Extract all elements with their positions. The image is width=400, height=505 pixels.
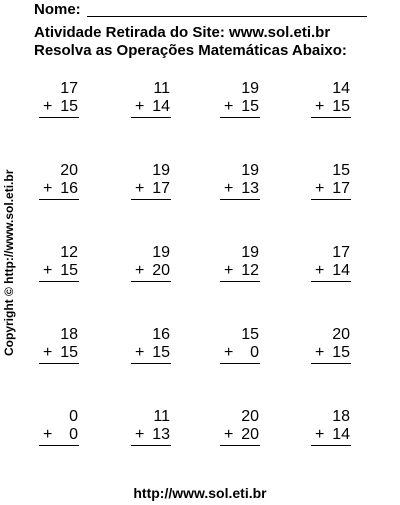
sum-line <box>311 363 351 364</box>
plus-operator: + <box>224 98 234 115</box>
plus-operator: + <box>43 426 53 443</box>
addend-top: 20 <box>332 326 350 343</box>
addition-problem <box>280 80 350 120</box>
plus-operator: + <box>135 262 145 279</box>
addition-problem <box>100 162 170 202</box>
addition-problem <box>189 408 259 448</box>
addition-problem <box>189 80 259 120</box>
sum-line <box>311 281 351 282</box>
addend-bottom: 14 <box>332 426 350 443</box>
sum-line <box>39 117 79 118</box>
sum-line <box>220 117 260 118</box>
instructions-line: Resolva as Operações Matemáticas Abaixo: <box>34 42 347 59</box>
plus-operator: + <box>43 344 53 361</box>
sum-line <box>220 363 260 364</box>
addition-problem <box>8 244 78 284</box>
addend-top: 19 <box>152 244 170 261</box>
plus-operator: + <box>315 98 325 115</box>
addition-problem <box>189 162 259 202</box>
sum-line <box>131 445 171 446</box>
addend-top: 18 <box>60 326 78 343</box>
addend-bottom: 20 <box>241 426 259 443</box>
activity-source-line: Atividade Retirada do Site: www.sol.eti.br <box>34 24 331 41</box>
addend-top: 17 <box>60 80 78 97</box>
plus-operator: + <box>315 426 325 443</box>
footer-url: http://www.sol.eti.br <box>133 485 267 501</box>
plus-operator: + <box>315 262 325 279</box>
name-label: Nome: <box>34 1 81 18</box>
sum-line <box>39 199 79 200</box>
addition-problem <box>189 244 259 284</box>
addition-problem <box>8 326 78 366</box>
addend-bottom: 17 <box>332 180 350 197</box>
addend-top: 17 <box>332 244 350 261</box>
addend-bottom: 15 <box>60 344 78 361</box>
addend-top: 20 <box>241 408 259 425</box>
addend-top: 15 <box>332 162 350 179</box>
addend-top: 11 <box>153 408 170 425</box>
sum-line <box>220 445 260 446</box>
sum-line <box>220 281 260 282</box>
addend-bottom: 15 <box>241 98 259 115</box>
addition-problem <box>8 80 78 120</box>
sum-line <box>131 117 171 118</box>
plus-operator: + <box>43 180 53 197</box>
addend-bottom: 12 <box>241 262 259 279</box>
plus-operator: + <box>224 344 234 361</box>
addend-bottom: 15 <box>60 262 78 279</box>
addend-bottom: 17 <box>152 180 170 197</box>
plus-operator: + <box>224 180 234 197</box>
plus-operator: + <box>315 344 325 361</box>
sum-line <box>311 445 351 446</box>
addend-top: 11 <box>153 80 170 97</box>
addition-problem <box>100 80 170 120</box>
addend-bottom: 15 <box>332 98 350 115</box>
sum-line <box>131 199 171 200</box>
addend-top: 18 <box>332 408 350 425</box>
plus-operator: + <box>135 344 145 361</box>
addition-problem <box>280 326 350 366</box>
plus-operator: + <box>43 262 53 279</box>
addition-problem <box>280 408 350 448</box>
addition-problem <box>100 326 170 366</box>
addend-bottom: 15 <box>332 344 350 361</box>
addend-top: 12 <box>60 244 78 261</box>
addition-problem <box>8 162 78 202</box>
sum-line <box>131 363 171 364</box>
addend-bottom: 15 <box>60 98 78 115</box>
addend-top: 14 <box>332 80 350 97</box>
sum-line <box>131 281 171 282</box>
addition-problem <box>8 408 78 448</box>
addend-bottom: 14 <box>152 98 170 115</box>
addend-bottom: 14 <box>332 262 350 279</box>
sum-line <box>39 445 79 446</box>
name-underline <box>87 16 367 17</box>
sum-line <box>220 199 260 200</box>
plus-operator: + <box>224 426 234 443</box>
plus-operator: + <box>224 262 234 279</box>
addend-bottom: 16 <box>60 180 78 197</box>
plus-operator: + <box>135 426 145 443</box>
addition-problem <box>100 408 170 448</box>
addend-bottom: 13 <box>241 180 259 197</box>
sum-line <box>311 199 351 200</box>
addend-bottom: 0 <box>69 426 78 443</box>
addend-top: 19 <box>241 80 259 97</box>
addend-top: 20 <box>60 162 78 179</box>
addend-top: 16 <box>152 326 170 343</box>
sum-line <box>39 363 79 364</box>
addition-problem <box>280 244 350 284</box>
addition-problem <box>100 244 170 284</box>
plus-operator: + <box>43 98 53 115</box>
sum-line <box>39 281 79 282</box>
addend-bottom: 15 <box>152 344 170 361</box>
addend-top: 15 <box>241 326 259 343</box>
addend-top: 19 <box>152 162 170 179</box>
plus-operator: + <box>135 98 145 115</box>
copyright-vertical-text: Copyright © http://www.sol.eti.br <box>2 169 16 356</box>
plus-operator: + <box>315 180 325 197</box>
addend-bottom: 20 <box>152 262 170 279</box>
sum-line <box>311 117 351 118</box>
plus-operator: + <box>135 180 145 197</box>
addend-bottom: 13 <box>152 426 170 443</box>
addend-top: 19 <box>241 162 259 179</box>
addend-top: 19 <box>241 244 259 261</box>
addend-top: 0 <box>69 408 78 425</box>
addition-problem <box>189 326 259 366</box>
addition-problem <box>280 162 350 202</box>
addend-bottom: 0 <box>250 344 259 361</box>
